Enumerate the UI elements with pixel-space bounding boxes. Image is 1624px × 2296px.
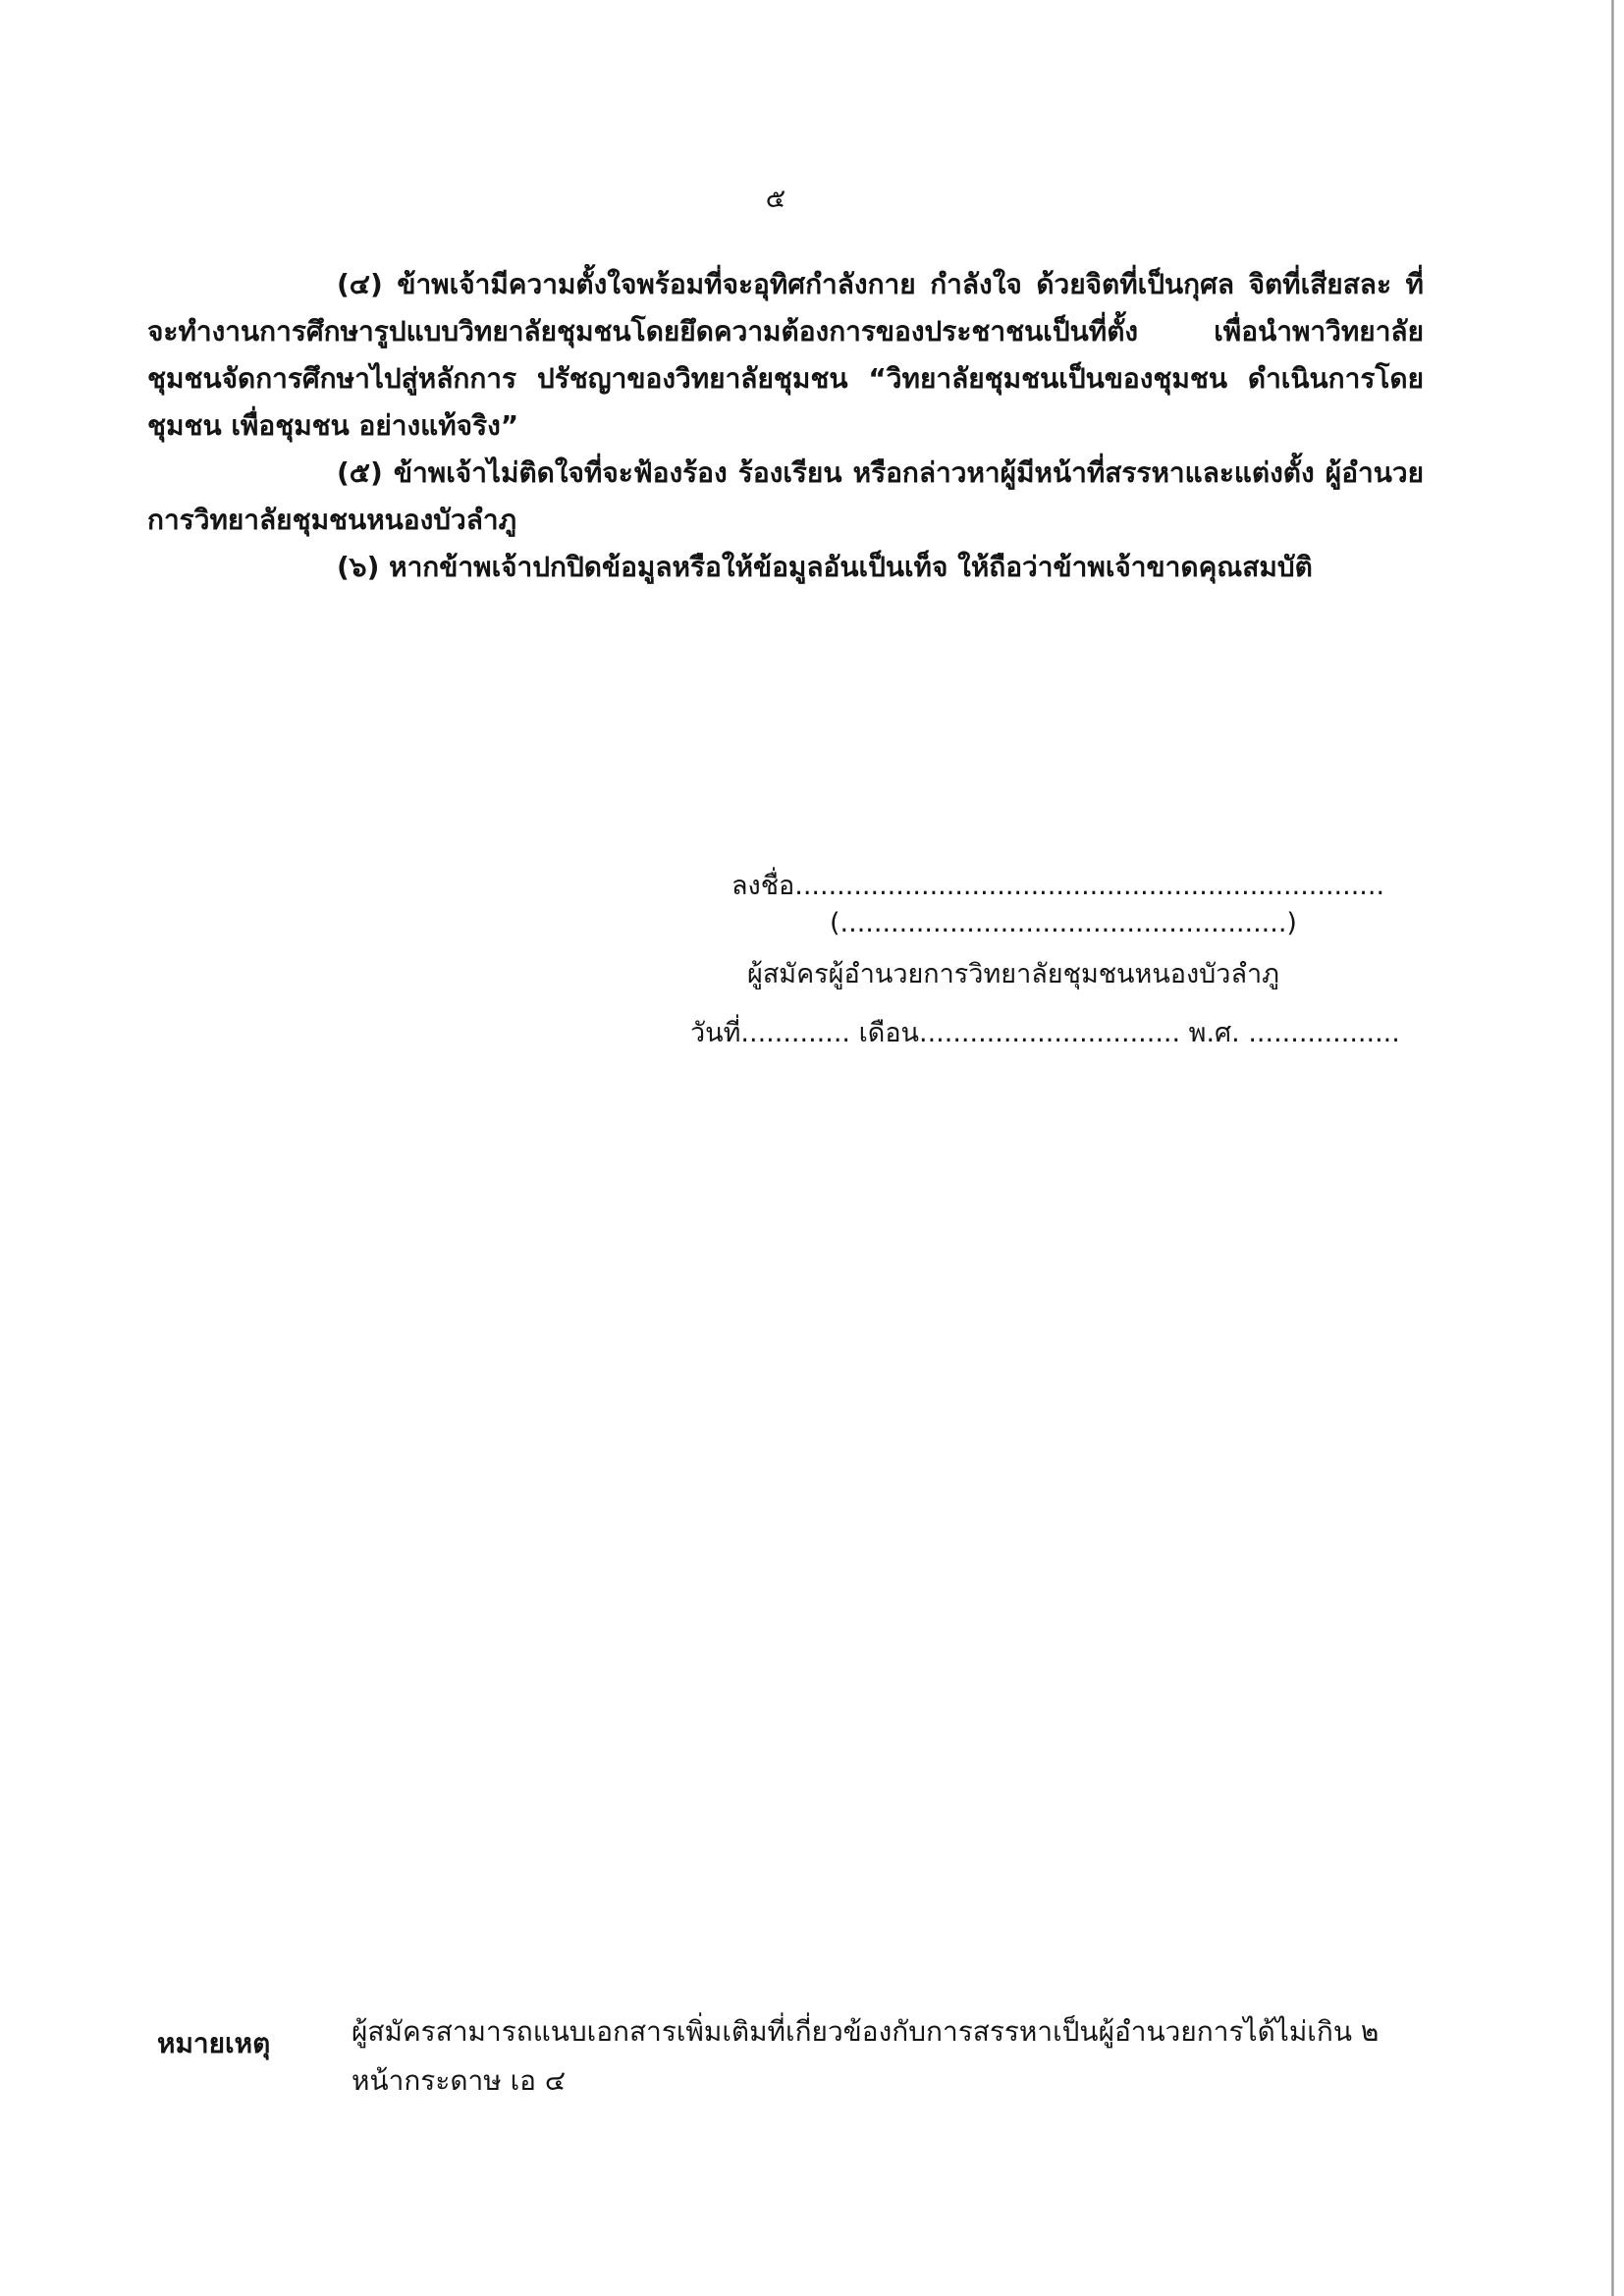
note-text: ผู้สมัครสามารถแนบเอกสารเพิ่มเติมที่เกี่ยวข้องกับการสรรหาเป็นผู้อำนวยการได้ไม่เกิน ๒ หน้ากระดาษ เอ ๔ (352, 2015, 1380, 2097)
note-label: หมายเหตุ (157, 2027, 271, 2059)
signature-date-line: วันที่............. เดือน............................... พ.ศ. .................. (690, 1018, 1400, 1048)
declaration-item-5 (147, 450, 1424, 544)
item-5-rest: ผู้อำนวยการวิทยาลัยชุมชนหนองบัวลำภู (147, 456, 1425, 536)
signature-role: ผู้สมัครผู้อำนวยการวิทยาลัยชุมชนหนองบัวลำภู (747, 959, 1279, 989)
item-4-rest: ที่จะทำงานการศึกษารูปแบบวิทยาลัยชุมชนโดยยึดความต้องการของประชาชนเป็นที่ตั้ง เพื่อนำพาวิทยาลัยชุมชนจัดการศึกษาไปสู่หลักการ ปรัชญาของวิทยาลัยชุมชน “วิทยาลัยชุมชนเป็นของชุมชน ดำเนินการโดยชุมชน เพื่อชุมชน อย่างแท้จริง” (147, 268, 1425, 442)
page-number: ๕ (765, 184, 786, 214)
declaration-item-6 (147, 544, 1424, 591)
item-5-line1: (๕) ข้าพเจ้าไม่ติดใจที่จะฟ้องร้อง ร้องเรียน หรือกล่าวหาผู้มีหน้าที่สรรหาและแต่งตั้ง (337, 456, 1315, 489)
page-edge (1611, 0, 1614, 2296)
declaration-body (147, 261, 1424, 591)
signature-name-line: ลงชื่อ...................................................................... (731, 871, 1385, 901)
signature-printed-name-line: (.....................................................) (830, 908, 1297, 938)
item-4-line1: (๔) ข้าพเจ้ามีความตั้งใจพร้อมที่จะอุทิศกำลังกาย กำลังใจ ด้วยจิตที่เป็นกุศล จิตที่เสียสละ (337, 268, 1391, 300)
item-6-line1: (๖) หากข้าพเจ้าปกปิดข้อมูลหรือให้ข้อมูลอันเป็นเท็จ ให้ถือว่าข้าพเจ้าขาดคุณสมบัติ (337, 551, 1313, 583)
declaration-item-4 (147, 261, 1424, 450)
